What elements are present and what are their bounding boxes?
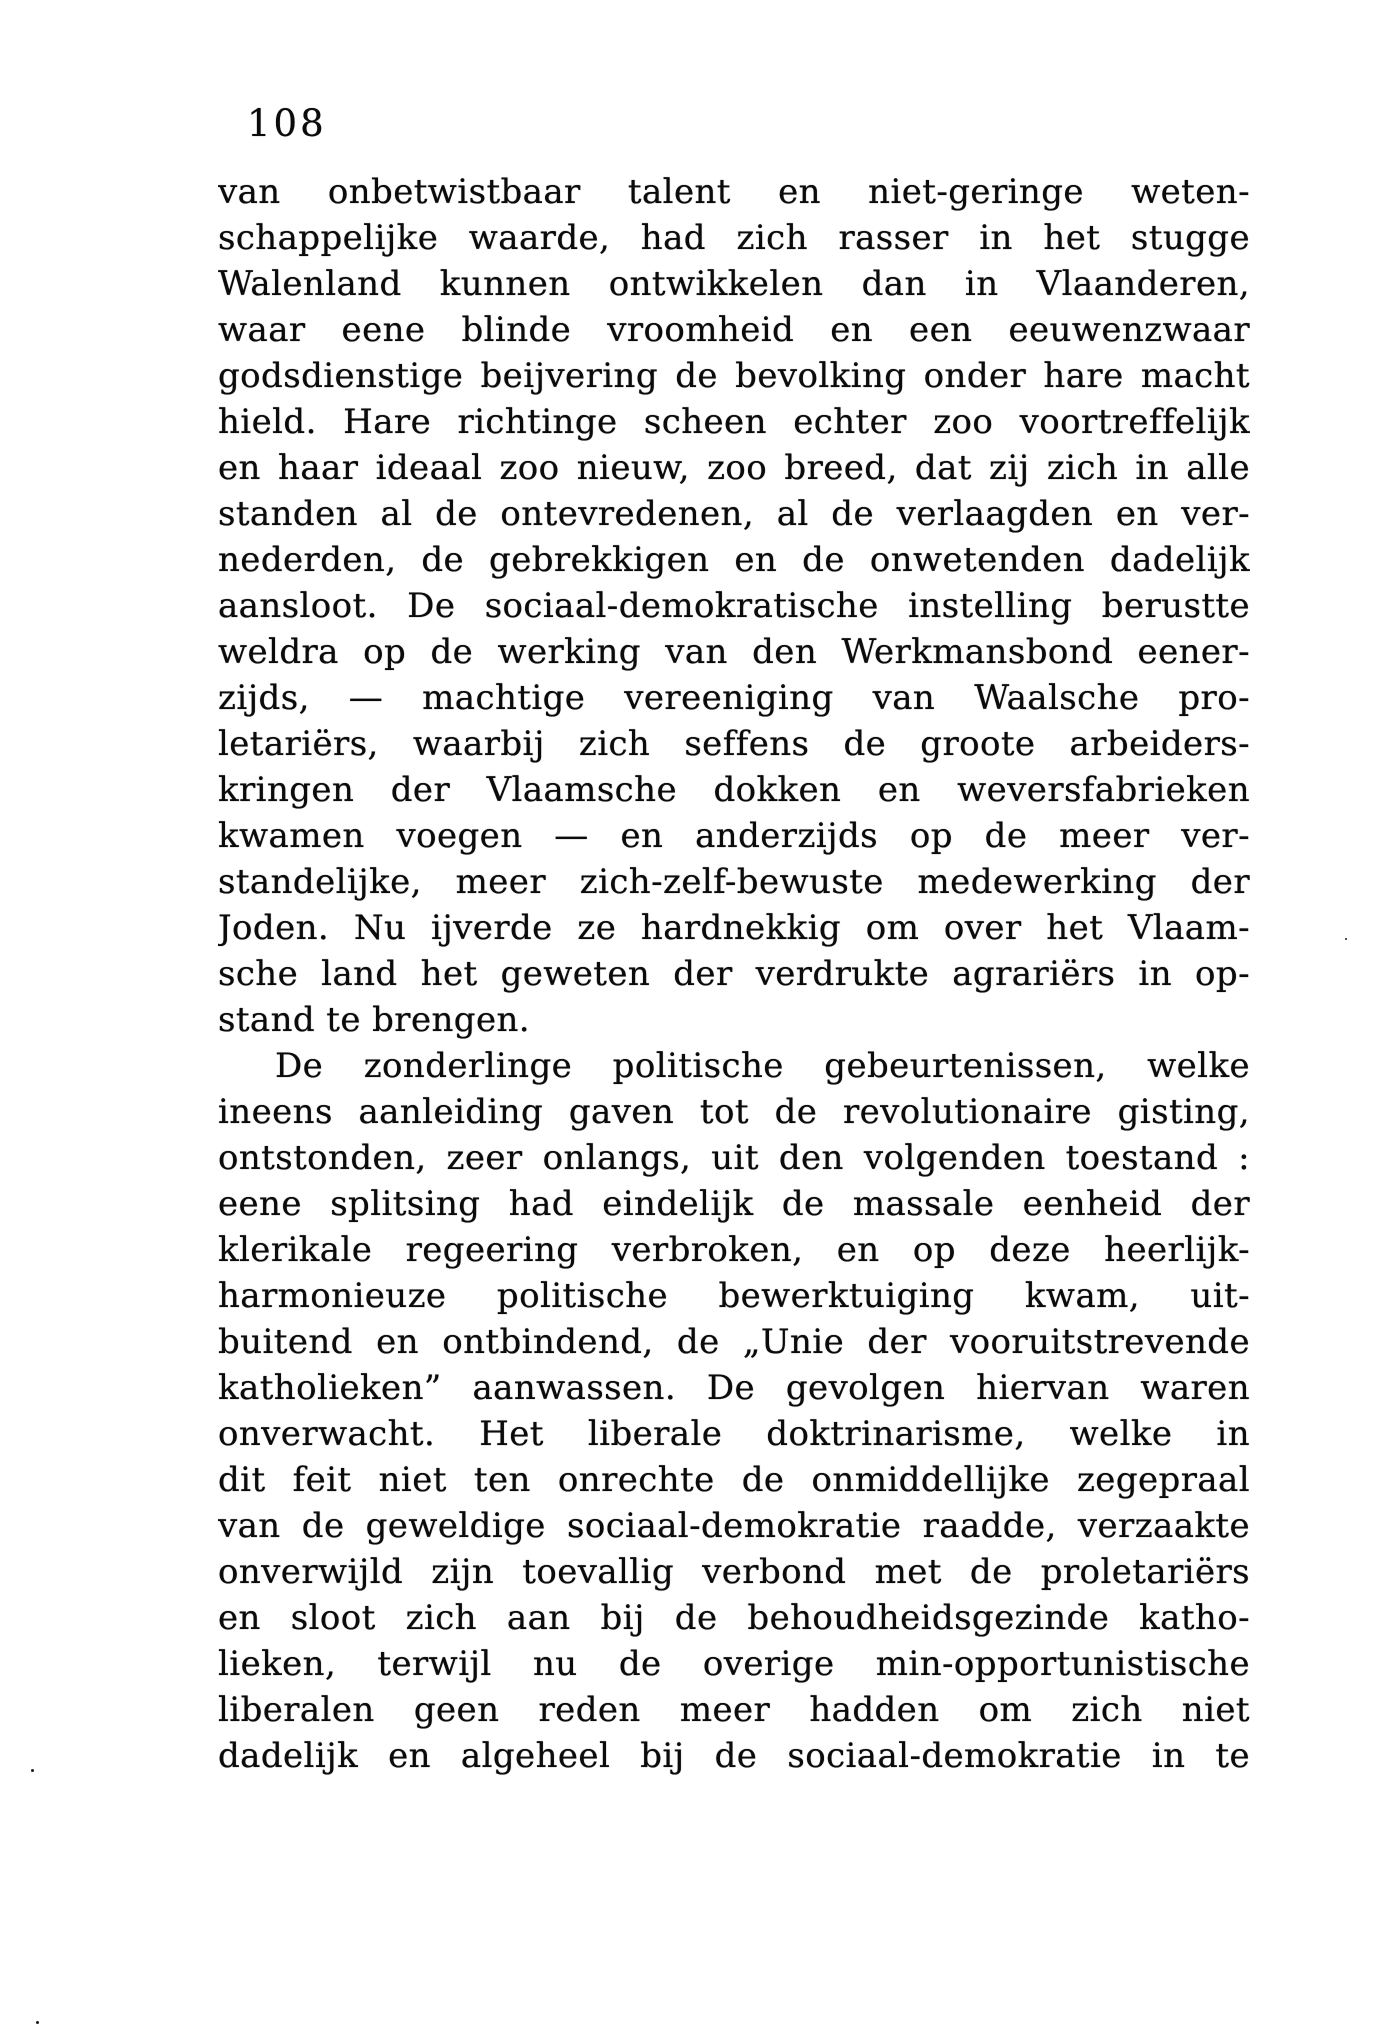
text-line: sche land het geweten der verdrukte agrariërs in op- — [218, 954, 1250, 994]
text-line: standen al de ontevredenen, al de verlaagden en ver- — [218, 494, 1250, 534]
text-line: aansloot. De sociaal-demokratische instelling berustte — [218, 586, 1250, 626]
text-line: dit feit niet ten onrechte de onmiddellijke zegepraal — [218, 1460, 1250, 1500]
text-line: lieken, terwijl nu de overige min-opportunistische — [218, 1644, 1250, 1684]
text-line: kringen der Vlaamsche dokken en weversfabrieken — [218, 770, 1250, 810]
text-line: en haar ideaal zoo nieuw, zoo breed, dat zij zich in alle — [218, 448, 1250, 488]
text-line: kwamen voegen — en anderzijds op de meer ver- — [218, 816, 1250, 856]
text-line: onverwacht. Het liberale doktrinarisme, welke in — [218, 1414, 1250, 1454]
text-line: onverwijld zijn toevallig verbond met de proletariërs — [218, 1552, 1250, 1592]
text-line: van onbetwistbaar talent en niet-geringe weten- — [218, 172, 1250, 212]
text-line: waar eene blinde vroomheid en een eeuwenzwaar — [218, 310, 1250, 350]
body-text — [218, 169, 1250, 1779]
text-line: katholieken” aanwassen. De gevolgen hiervan waren — [218, 1368, 1250, 1408]
scan-speck — [1345, 938, 1347, 940]
text-line: letariërs, waarbij zich seffens de groote arbeiders- — [218, 724, 1250, 764]
text-line: dadelijk en algeheel bij de sociaal-demokratie in te — [218, 1736, 1250, 1776]
text-line: zijds, — machtige vereeniging van Waalsche pro- — [218, 678, 1250, 718]
text-line: ontstonden, zeer onlangs, uit den volgenden toestand : — [218, 1138, 1250, 1178]
text-line: klerikale regeering verbroken, en op deze heerlijk- — [218, 1230, 1250, 1270]
text-line: ineens aanleiding gaven tot de revolutionaire gisting, — [218, 1092, 1250, 1132]
text-line-paragraph-start: De zonderlinge politische gebeurtenissen, welke — [275, 1046, 1250, 1086]
page-number: 108 — [247, 102, 327, 145]
text-line: harmonieuze politische bewerktuiging kwam, uit- — [218, 1276, 1250, 1316]
text-line-paragraph-end: stand te brengen. — [218, 1000, 531, 1040]
text-line: schappelijke waarde, had zich rasser in het stugge — [218, 218, 1250, 258]
text-line: liberalen geen reden meer hadden om zich niet — [218, 1690, 1250, 1730]
text-line: hield. Hare richtinge scheen echter zoo voortreffelijk — [218, 402, 1250, 442]
scan-speck — [31, 1769, 34, 1772]
text-line: eene splitsing had eindelijk de massale eenheid der — [218, 1184, 1250, 1224]
text-line: standelijke, meer zich-zelf-bewuste medewerking der — [218, 862, 1250, 902]
text-line: weldra op de werking van den Werkmansbond eener- — [218, 632, 1250, 672]
scan-speck — [36, 2021, 39, 2024]
text-line: Walenland kunnen ontwikkelen dan in Vlaanderen, — [218, 264, 1250, 304]
text-line: buitend en ontbindend, de „Unie der vooruitstrevende — [218, 1322, 1250, 1362]
text-line: nederden, de gebrekkigen en de onwetenden dadelijk — [218, 540, 1250, 580]
text-line: van de geweldige sociaal-demokratie raadde, verzaakte — [218, 1506, 1250, 1546]
text-line: Joden. Nu ijverde ze hardnekkig om over het Vlaam- — [218, 908, 1250, 948]
text-line: godsdienstige beijvering de bevolking onder hare macht — [218, 356, 1250, 396]
text-line: en sloot zich aan bij de behoudheidsgezinde katho- — [218, 1598, 1250, 1638]
